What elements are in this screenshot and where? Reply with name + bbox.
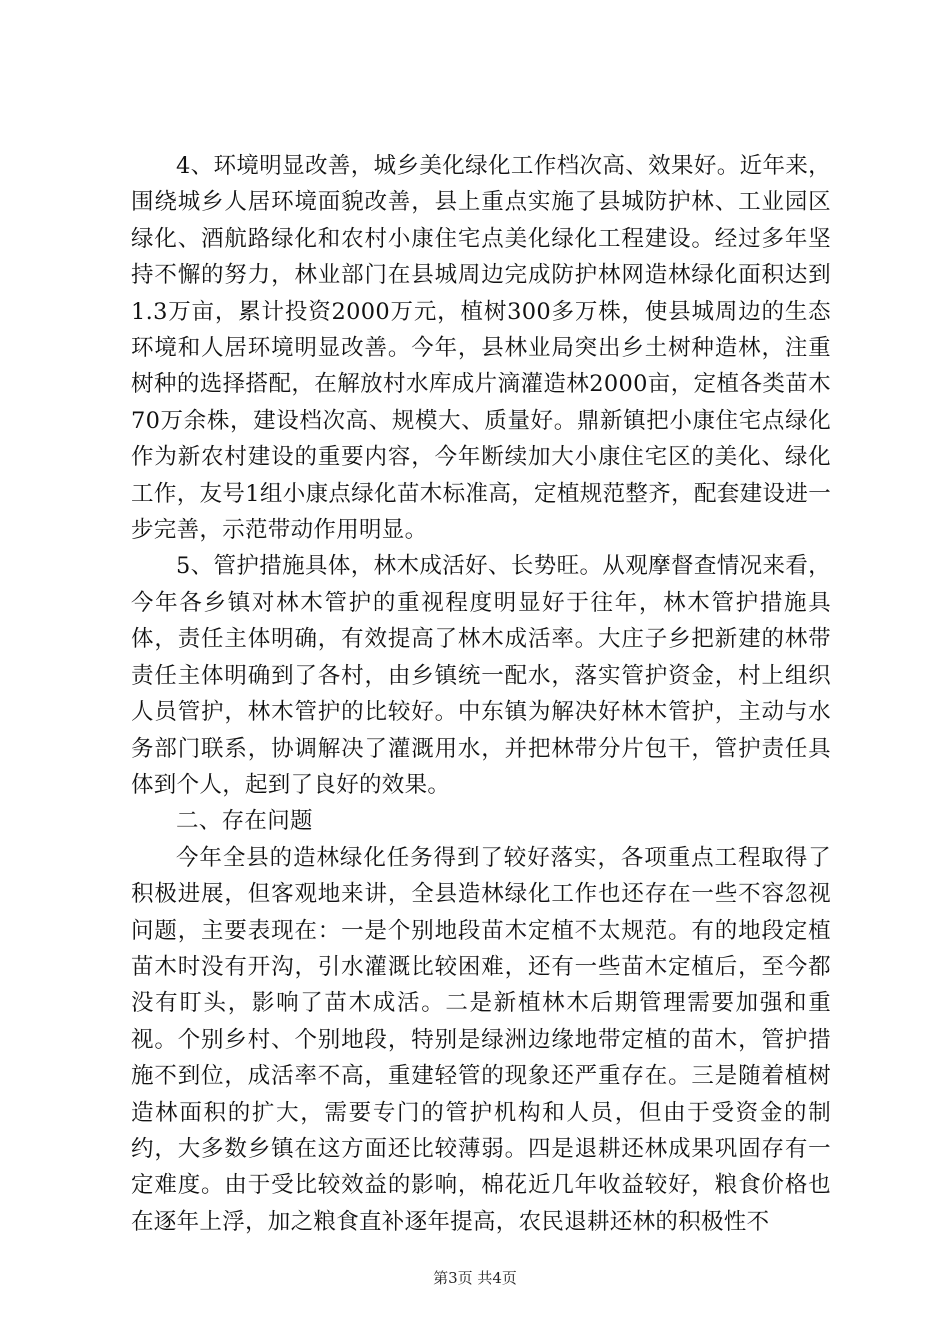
document-body xyxy=(131,148,831,1240)
section-heading-problems: 二、存在问题 xyxy=(176,808,313,835)
page-number-footer: 第3页 共4页 xyxy=(433,1269,517,1287)
paragraph-management: 5、管护措施具体，林木成活好、长势旺。从观摩督查情况来看，今年各乡镇对林木管护的重视程度明显好于往年，林木管护措施具体，责任主体明确，有效提高了林木成活率。大庄子乡把新建的林带责任主体明确到了各村，由乡镇统一配水，落实管护资金，村上组织人员管护，林木管护的比较好。中东镇为解决好林木管护，主动与水务部门联系，协调解决了灌溉用水，并把林带分片包干，管护责任具体到个人，起到了良好的效果。 xyxy=(131,553,831,798)
paragraph-environment: 4、环境明显改善，城乡美化绿化工作档次高、效果好。近年来，围绕城乡人居环境面貌改善，县上重点实施了县城防护林、工业园区绿化、酒航路绿化和农村小康住宅点美化绿化工程建设。经过多年坚持不懈的努力，林业部门在县城周边完成防护林网造林绿化面积达到1.3万亩，累计投资2000万元，植树300多万株，使县城周边的生态环境和人居环境明显改善。今年，县林业局突出乡土树种造林，注重树种的选择搭配，在解放村水库成片滴灌造林2000亩，定植各类苗木70万余株，建设档次高、规模大、质量好。鼎新镇把小康住宅点绿化作为新农村建设的重要内容，今年断续加大小康住宅区的美化、绿化工作，友号1组小康点绿化苗木标准高，定植规范整齐，配套建设进一步完善，示范带动作用明显。 xyxy=(131,153,831,544)
paragraph-problems: 今年全县的造林绿化任务得到了较好落实，各项重点工程取得了积极进展，但客观地来讲，全县造林绿化工作也还存在一些不容忽视问题，主要表现在：一是个别地段苗木定植不太规范。有的地段定植苗木时没有开沟，引水灌溉比较困难，还有一些苗木定植后，至今都没有盯头，影响了苗木成活。二是新植林木后期管理需要加强和重视。个别乡村、个别地段，特别是绿洲边缘地带定植的苗木，管护措施不到位，成活率不高，重建轻管的现象还严重存在。三是随着植树造林面积的扩大，需要专门的管护机构和人员，但由于受资金的制约，大多数乡镇在这方面还比较薄弱。四是退耕还林成果巩固存有一定难度。由于受比较效益的影响，棉花近几年收益较好，粮食价格也在逐年上浮，加之粮食直补逐年提高，农民退耕还林的积极性不 xyxy=(131,844,831,1235)
